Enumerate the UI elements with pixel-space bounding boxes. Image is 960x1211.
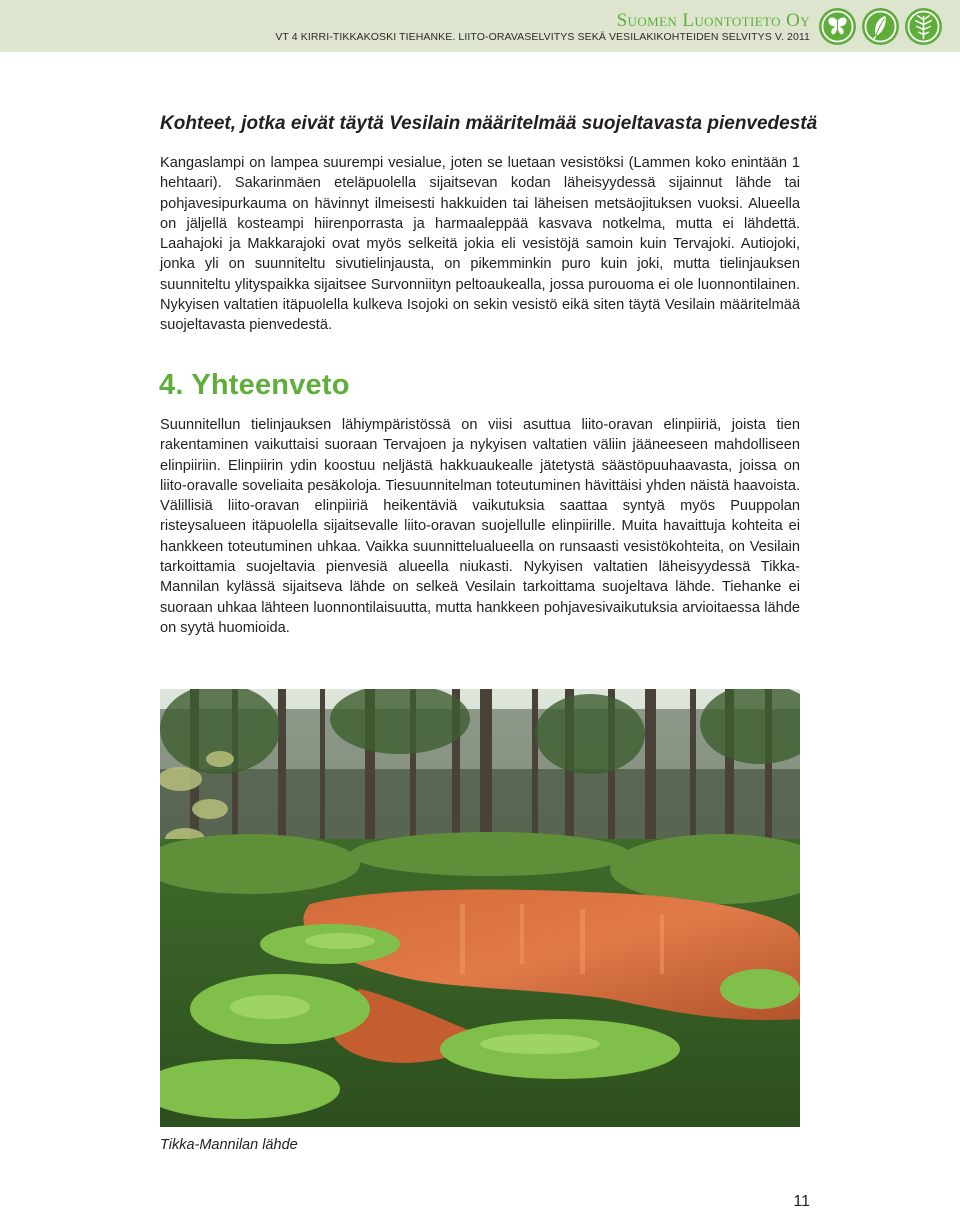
header-icons bbox=[819, 8, 942, 45]
company-name: Suomen Luontotieto Oy bbox=[616, 10, 810, 31]
summary-paragraph: Suunnitellun tielinjauksen lähiympäristössä on viisi asuttua liito-oravan elinpiiriä, joista tien rakentaminen vaikuttaisi suoraan Tervajoen ja nykyisen valtatien väliin jääneeseen mahdolliseen elinpiiriin. Elinpiirin ydin koostuu neljästä hakkuaukealle jätetystä säästöpuuhaavasta, joissa on liito-oravalle soveliaita pesäkoloja. Tiesuunnitelman toteutuminen hävittäisi yhden näistä haavoista. Välillisiä liito-oravan elinpiiriä heikentäviä vaikutuksia saattaa syntyä myös Puuppolan risteysalueen itäpuolella sijaitsevalle liito-oravan suojellulle elinpiirille. Muita havaittuja kohteita ei hankkeen toteutuminen uhkaa. Vaikka suunnittelualueella on runsaasti vesistökohteita, on Vesilain tarkoittamia suojeltavia pienvesiä alueella niukasti. Nykyisen valtatien läheisyydessä Tikka-Mannilan kylässä sijaitseva lähde on selkeä Vesilain tarkoittama suojeltava lähde. Tiehanke ei suoraan uhkaa lähteen luonnontilaisuutta, mutta hankkeen pohjavesivaikutuksia arvioitaessa lähde on syytä huomioida. bbox=[160, 417, 800, 636]
spring-photo bbox=[160, 689, 800, 1127]
section-paragraph: Kangaslampi on lampea suurempi vesialue, joten se luetaan vesistöksi (Lammen koko enintään 1 hehtaari). Sakarinmäen eteläpuolella sijaitsevan kodan läheisyydessä sijainnut lähde tai pohjavesipurkauma on hävinnyt ilmeisesti hakkuiden tai läheisen metsäojituksen vuoksi. Alueella on jäljellä kosteampi hiirenporrasta ja harmaaleppää kasvava notkelma, mutta ei lähdettä. Laahajoki ja Makkarajoki ovat myös selkeitä jokia eli vesistöjä samoin kuin Tervajoki. Autiojoki, jonka yli on suunniteltu sivutielinjausta, on pikemminkin puro kuin joki, mutta tielinjauksen suunniteltu ylityspaikka sijaitsee Survonniityn peltoaukealla, jossa purouoma ei ole luonnontilainen. Nykyisen valtatien itäpuolella kulkeva Isojoki on sekin vesistö eikä siten täytä Vesilain määritelmää suojeltavasta pienvedestä. bbox=[160, 155, 800, 334]
chapter-title: 4. Yhteenveto bbox=[159, 369, 350, 401]
leaf-icon bbox=[862, 8, 899, 45]
photo-caption: Tikka-Mannilan lähde bbox=[160, 1137, 298, 1153]
section-heading: Kohteet, jotka eivät täytä Vesilain määritelmää suojeltavasta pienvedestä bbox=[160, 113, 818, 134]
report-subtitle: VT 4 KIRRI-TIKKAKOSKI TIEHANKE. LIITO-ORAVASELVITYS SEKÄ VESILAKIKOHTEIDEN SELVITYS V. 2011 bbox=[275, 31, 810, 43]
page-number: 11 bbox=[793, 1193, 810, 1210]
page-header bbox=[0, 0, 960, 52]
plant-icon bbox=[905, 8, 942, 45]
butterfly-icon bbox=[819, 8, 856, 45]
